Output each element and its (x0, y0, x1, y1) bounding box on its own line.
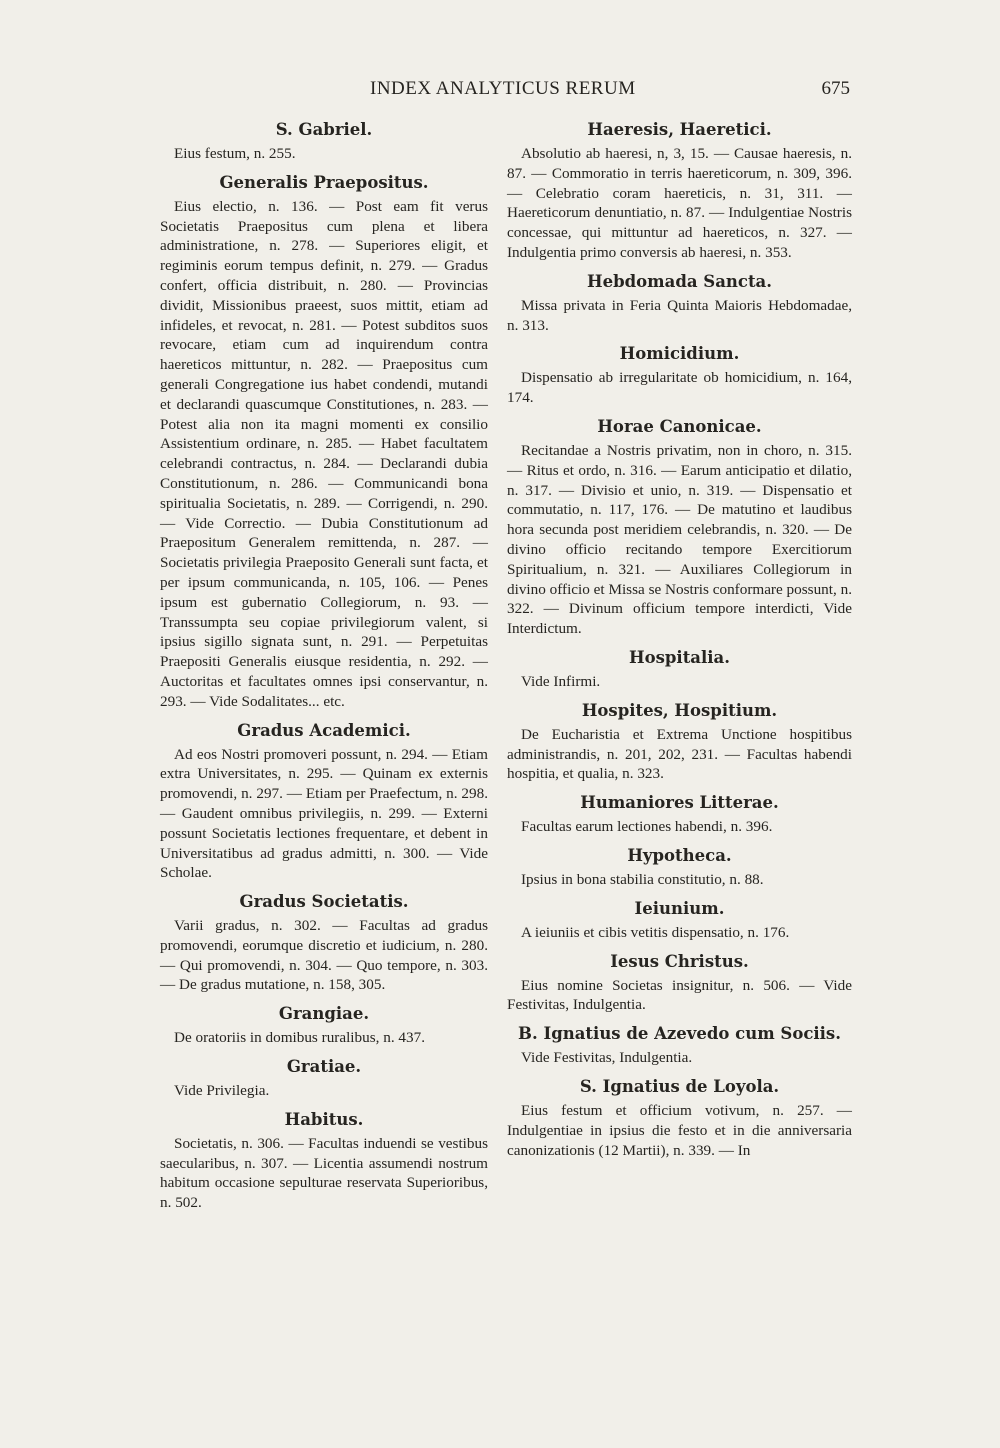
entry-heading: S. Ignatius de Loyola. (579, 1076, 780, 1096)
entry-heading: B. Ignatius de Azevedo cum Sociis. (518, 1024, 841, 1044)
entry-heading: Hospites, Hospitium. (581, 700, 778, 720)
index-entry (507, 791, 852, 837)
index-entry (160, 1055, 488, 1101)
index-entry (507, 844, 852, 890)
entry-text: Societatis, n. 306. — Facultas induendi se vestibus saecularibus, n. 307. — Licentia assumendi nostrum habitum occasione sepulturae reservata Superioribus, n. 502. (160, 1134, 488, 1212)
index-entry (507, 342, 852, 408)
index-entry (160, 171, 488, 712)
entry-text: De Eucharistia et Extrema Unctione hospitibus administrandis, n. 201, 202, 231. — Facultas habendi hospitia, et qualia, n. 323. (507, 725, 852, 783)
entry-text: Ad eos Nostri promoveri possunt, n. 294. — Etiam extra Universitates, n. 295. — Quinam ex externis promovendi, n. 297. — Etiam per Praefectum, n. 298. — Gaudent omnibus privilegiis, n. 299. — Externi possunt Societatis lectiones frequentare, et debent in Universitatibus ad gradus admitti, n. 300. — Vide Scholae. (160, 745, 488, 882)
index-entry (507, 950, 852, 1016)
index-entry (160, 1108, 488, 1213)
entry-text: Vide Privilegia. (174, 1082, 270, 1100)
index-entry (507, 1022, 852, 1068)
entry-heading: Hypotheca. (627, 845, 732, 865)
entry-heading: Haeresis, Haeretici. (587, 120, 772, 139)
entry-text: A ieiuniis et cibis vetitis dispensatio, n. 176. (521, 923, 790, 941)
index-entry (507, 415, 852, 639)
entry-heading: Ieiunium. (634, 898, 725, 918)
entry-text: Absolutio ab haeresi, n, 3, 15. — Causae haeresis, n. 87. — Commoratio in terris haereticorum, n. 309, 396. — Celebratio coram haereticis, n. 31, 311. — Haereticorum denuntiatio, n. 87. — Indulgentiae Nostris concessae, qui mittuntur ad haereticos, n. 327. — Indulgentia primo conversis ab haeresi, n. 353. (507, 145, 852, 261)
entry-heading: Homicidium. (619, 344, 740, 364)
entry-text: Varii gradus, n. 302. — Facultas ad gradus promovendi, eorumque discretio et iudicium, n. 280. — Qui promovendi, n. 304. — Quo tempore, n. 303. — De gradus mutatione, n. 158, 305. (160, 917, 488, 994)
index-entry (507, 270, 852, 336)
entry-text: Eius electio, n. 136. — Post eam fit verus Societatis Praepositus cum plena et libera administratione, n. 278. — Superiores eligit, et regiminis eorum tempus definit, n. 279. — Gradus confert, officia distribuit, n. 280. — Provincias dividit, Missionibus praeest, suos mittit, etiam ad infideles, et revocat, n. 281. — Potest subditos suos revocare, etiam cum ad inquirendum contra haereticos mittuntur, n. 282. — Praepositus cum generali Congregatione ius habet condendi, mutandi et declarandi quascumque Constitutiones, n. 283. — Potest alia non ita magni momenti ex consilio Assistentium ordinare, n. 285. — Habet facultatem celebrandi contractus, n. 284. — Declarandi dubia Constitutionum, n. 286. — Communicandi bona spiritualia Societatis, n. 289. — Corrigendi, n. 290. — Vide Correctio. — Dubia Constitutionum ad Praepositum Generalem remittenda, n. 287. — Societatis privilegia Praeposito Generali sunt facta, et per ipsum communicanda, n. 105, 106. — Penes ipsum est gubernatio Collegiorum, n. 93. — Transsumpta seu copiae privilegiorum valent, si ipsius sigillo signata sunt, n. 291. — Perpetuitas Praepositi Generalis eiusque residentia, n. 292. — Auctoritas et facultates omnes ipsi conservantur, n. 293. — Vide Sodalitates... etc. (160, 197, 488, 710)
entry-text: Eius festum, n. 255. (174, 145, 296, 162)
entry-heading: Iesus Christus. (610, 951, 749, 971)
entry-heading: Horae Canonicae. (597, 416, 762, 436)
right-column (507, 118, 852, 1167)
index-entry (507, 646, 852, 692)
entry-heading: Hebdomada Sancta. (587, 271, 772, 291)
entry-heading: Gradus Academici. (237, 720, 411, 740)
entry-text: De oratoriis in domibus ruralibus, n. 437. (174, 1029, 425, 1047)
entry-text: Dispensatio ab irregularitate ob homicidium, n. 164, 174. (507, 369, 852, 407)
index-entry (507, 1075, 852, 1160)
entry-text: Vide Infirmi. (521, 672, 601, 690)
entry-heading: Grangiae. (278, 1004, 370, 1024)
index-entry (160, 118, 488, 164)
entry-heading: Gratiae. (286, 1057, 362, 1077)
entry-heading: Habitus. (284, 1109, 364, 1129)
index-entry (507, 897, 852, 943)
index-entry (160, 1002, 488, 1048)
index-entry (160, 719, 488, 884)
entry-heading: Hospitalia. (629, 647, 730, 667)
entry-text: Recitandae a Nostris privatim, non in choro, n. 315. — Ritus et ordo, n. 316. — Earum anticipatio et dilatio, n. 317. — Divisio et unio, n. 319. — Dispensatio et commutatio, n. 117, 176. — De matutino et laudibus hora secunda post meridiem celebrandis, n. 320. — De divino officio recitando tempore Exercitiorum Spiritualium, n. 321. — Auxiliares Collegiorum in divino officio et Missa se Nostris conformare possunt, n. 322. — Divinum officium tempore interdicti, Vide Interdictum. (507, 441, 852, 638)
header-title: INDEX ANALYTICUS RERUM (370, 78, 636, 99)
entry-text: Vide Festivitas, Indulgentia. (521, 1049, 693, 1067)
entry-heading: S. Gabriel. (275, 120, 373, 139)
entry-text: Facultas earum lectiones habendi, n. 396. (521, 818, 773, 836)
entry-heading: Gradus Societatis. (239, 892, 409, 912)
entry-heading: Humaniores Litterae. (580, 793, 779, 813)
entry-text: Eius nomine Societas insignitur, n. 506. — Vide Festivitas, Indulgentia. (507, 976, 852, 1014)
entry-heading: Generalis Praepositus. (219, 172, 429, 192)
page-number: 675 (821, 78, 850, 99)
index-entry (507, 699, 852, 784)
index-entry (160, 890, 488, 995)
entry-text: Eius festum et officium votivum, n. 257. — Indulgentiae in ipsius die festo et in die anniversaria canonizationis (12 Martii), n. 339. — In (507, 1101, 852, 1159)
index-entry (507, 118, 852, 263)
left-column (160, 118, 488, 1220)
running-header (160, 78, 860, 108)
entry-text: Missa privata in Feria Quinta Maioris Hebdomadae, n. 313. (507, 296, 852, 334)
entry-text: Ipsius in bona stabilia constitutio, n. 88. (521, 870, 764, 888)
